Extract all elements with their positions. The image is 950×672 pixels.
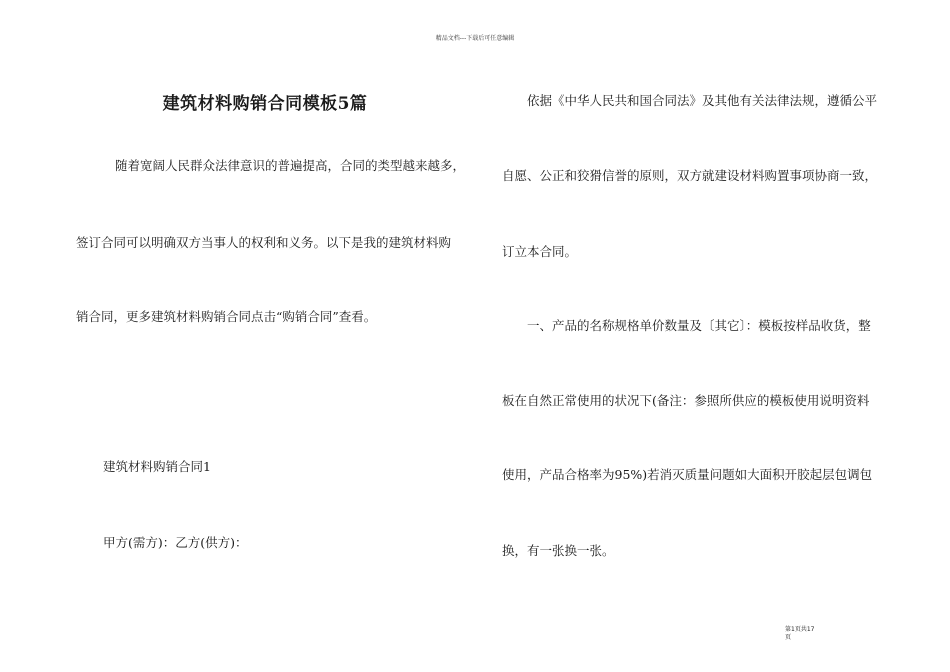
contract-heading: 建筑材料购销合同1 (103, 459, 211, 474)
parties-line: 甲方(需方)：乙方(供方)： (103, 535, 248, 550)
body-line-3: 订立本合同。 (502, 244, 578, 259)
intro-line-2: 签订合同可以明确双方当事人的权利和义务。以下是我的建筑材料购 (76, 235, 452, 250)
body-line-4: 一、产品的名称规格单价数量及〔其它〕：模板按样品收货，整 (527, 318, 871, 333)
body-line-1: 依据《中华人民共和国合同法》及其他有关法律法规，遵循公平 (527, 93, 878, 108)
document-header-note: 精品文档---下载后可任意编辑 (435, 35, 515, 42)
page-number-line-1: 第1页共17 (785, 626, 815, 633)
body-line-6: 使用，产品合格率为95%)若消灭质量问题如大面积开胶起层包调包 (502, 467, 873, 482)
body-line-5: 板在自然正常使用的状况下(备注：参照所供应的模板使用说明资料 (502, 393, 870, 408)
body-line-2: 自愿、公正和狡猾信誉的原则，双方就建设材料购置事项协商一致， (502, 168, 878, 183)
document-title: 建筑材料购销合同模板5篇 (162, 94, 368, 114)
page-number (785, 626, 825, 642)
intro-line-3: 销合同，更多建筑材料购销合同点击“购销合同”查看。 (76, 309, 377, 324)
intro-line-1: 随着宽阔人民群众法律意识的普遍提高，合同的类型越来越多， (115, 158, 466, 173)
page-number-line-2: 页 (785, 634, 792, 641)
body-line-7: 换，有一张换一张。 (502, 543, 615, 558)
